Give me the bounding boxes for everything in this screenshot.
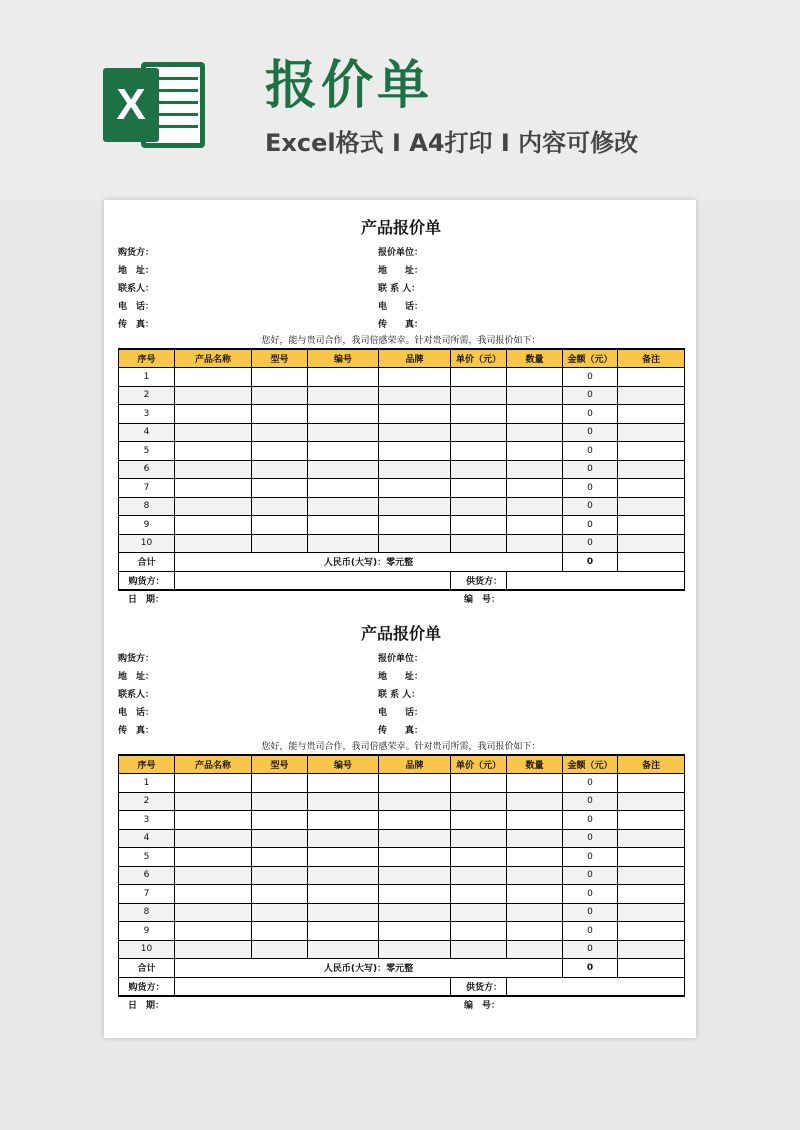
amount-cell: 0	[563, 940, 618, 959]
number-label: 编 号：	[464, 594, 501, 605]
code-cell[interactable]	[308, 534, 379, 553]
row-number-cell: 3	[119, 405, 175, 424]
remark-cell[interactable]	[618, 423, 685, 442]
code-cell[interactable]	[308, 922, 379, 941]
unit-price-cell[interactable]	[451, 423, 507, 442]
model-cell[interactable]	[252, 442, 308, 461]
product-name-cell[interactable]	[175, 423, 252, 442]
table-header-row	[119, 349, 685, 368]
code-cell[interactable]	[308, 940, 379, 959]
remark-cell[interactable]	[618, 386, 685, 405]
table-row	[119, 885, 685, 904]
fax-label: 传 真：	[118, 726, 155, 736]
unit-price-cell[interactable]	[451, 368, 507, 387]
model-cell[interactable]	[252, 922, 308, 941]
amount-cell: 0	[563, 848, 618, 867]
fax-label-right: 传 真：	[378, 320, 424, 330]
row-number-cell: 4	[119, 423, 175, 442]
product-name-cell[interactable]	[175, 386, 252, 405]
col-header: 数量	[507, 349, 563, 368]
contact-label-right: 联 系 人：	[378, 284, 421, 294]
row-number-cell: 9	[119, 922, 175, 941]
total-amount: 0	[563, 959, 618, 978]
code-cell[interactable]	[308, 460, 379, 479]
quantity-cell[interactable]	[507, 460, 563, 479]
unit-price-cell[interactable]	[451, 811, 507, 830]
amount-cell: 0	[563, 792, 618, 811]
fax-label-right: 传 真：	[378, 726, 424, 736]
model-cell[interactable]	[252, 885, 308, 904]
amount-cell: 0	[563, 423, 618, 442]
phone-label: 电 话：	[118, 708, 155, 718]
unit-price-cell[interactable]	[451, 460, 507, 479]
phone-label: 电 话：	[118, 302, 155, 312]
row-number-cell: 4	[119, 829, 175, 848]
row-number-cell: 2	[119, 386, 175, 405]
total-amount: 0	[563, 553, 618, 572]
address-label: 地 址：	[118, 672, 155, 682]
banner	[0, 0, 800, 200]
unit-price-cell[interactable]	[451, 848, 507, 867]
col-header: 编号	[308, 755, 379, 774]
amount-cell: 0	[563, 811, 618, 830]
number-label: 编 号：	[464, 1000, 501, 1011]
table-header-row	[119, 755, 685, 774]
buyer-label: 购货方：	[118, 248, 155, 258]
brand-cell[interactable]	[379, 774, 451, 793]
brand-cell[interactable]	[379, 829, 451, 848]
col-header: 型号	[252, 349, 308, 368]
quantity-cell[interactable]	[507, 829, 563, 848]
col-header: 备注	[618, 755, 685, 774]
address-label: 地 址：	[118, 266, 155, 276]
product-name-cell[interactable]	[175, 885, 252, 904]
quantity-cell[interactable]	[507, 848, 563, 867]
remark-cell[interactable]	[618, 903, 685, 922]
model-cell[interactable]	[252, 940, 308, 959]
model-cell[interactable]	[252, 405, 308, 424]
amount-cell: 0	[563, 460, 618, 479]
quantity-cell[interactable]	[507, 368, 563, 387]
unit-price-cell[interactable]	[451, 792, 507, 811]
brand-cell[interactable]	[379, 792, 451, 811]
code-cell[interactable]	[308, 516, 379, 535]
greeting-text: 您好，能与贵司合作，我司倍感荣幸。针对贵司所需，我司报价如下：	[261, 336, 541, 346]
contact-label: 联系人：	[118, 690, 155, 700]
banner-title: 报价单	[265, 56, 434, 116]
total-row	[119, 553, 685, 572]
remark-cell[interactable]	[618, 848, 685, 867]
contact-label: 联系人：	[118, 284, 155, 294]
brand-cell[interactable]	[379, 479, 451, 498]
form-footer	[118, 591, 684, 605]
row-number-cell: 7	[119, 885, 175, 904]
product-name-cell[interactable]	[175, 940, 252, 959]
form-title: 产品报价单	[360, 624, 441, 643]
amount-cell: 0	[563, 497, 618, 516]
row-number-cell: 10	[119, 534, 175, 553]
code-cell[interactable]	[308, 811, 379, 830]
total-label: 合计	[119, 553, 175, 572]
buyer-label: 购货方：	[118, 654, 155, 664]
unit-price-cell[interactable]	[451, 866, 507, 885]
code-cell[interactable]	[308, 885, 379, 904]
table-row	[119, 442, 685, 461]
buyer-sign-field[interactable]	[175, 571, 451, 590]
code-cell[interactable]	[308, 368, 379, 387]
quantity-cell[interactable]	[507, 774, 563, 793]
table-row	[119, 903, 685, 922]
fax-label: 传 真：	[118, 320, 155, 330]
model-cell[interactable]	[252, 460, 308, 479]
contact-info	[118, 650, 684, 740]
brand-cell[interactable]	[379, 940, 451, 959]
col-header: 数量	[507, 755, 563, 774]
brand-cell[interactable]	[379, 922, 451, 941]
amount-cell: 0	[563, 885, 618, 904]
row-number-cell: 5	[119, 442, 175, 461]
address-label-right: 地 址：	[378, 266, 424, 276]
remark-cell[interactable]	[618, 442, 685, 461]
unit-price-cell[interactable]	[451, 903, 507, 922]
col-header: 备注	[618, 349, 685, 368]
buyer-sign-field[interactable]	[175, 977, 451, 996]
unit-price-cell[interactable]	[451, 922, 507, 941]
unit-price-cell[interactable]	[451, 386, 507, 405]
row-number-cell: 10	[119, 940, 175, 959]
brand-cell[interactable]	[379, 386, 451, 405]
model-cell[interactable]	[252, 811, 308, 830]
brand-cell[interactable]	[379, 516, 451, 535]
quantity-cell[interactable]	[507, 442, 563, 461]
total-remark-cell	[618, 959, 685, 978]
product-name-cell[interactable]	[175, 866, 252, 885]
brand-cell[interactable]	[379, 903, 451, 922]
table-body	[119, 774, 685, 996]
product-name-cell[interactable]	[175, 792, 252, 811]
remark-cell[interactable]	[618, 368, 685, 387]
amount-cell: 0	[563, 516, 618, 535]
contact-info	[118, 244, 684, 334]
col-header: 编号	[308, 349, 379, 368]
row-number-cell: 5	[119, 848, 175, 867]
model-cell[interactable]	[252, 423, 308, 442]
product-name-cell[interactable]	[175, 460, 252, 479]
row-number-cell: 7	[119, 479, 175, 498]
col-header: 金额（元）	[563, 755, 618, 774]
product-name-cell[interactable]	[175, 903, 252, 922]
quantity-cell[interactable]	[507, 386, 563, 405]
code-cell[interactable]	[308, 442, 379, 461]
total-row	[119, 959, 685, 978]
model-cell[interactable]	[252, 386, 308, 405]
remark-cell[interactable]	[618, 829, 685, 848]
code-cell[interactable]	[308, 866, 379, 885]
quantity-cell[interactable]	[507, 792, 563, 811]
table-row	[119, 774, 685, 793]
col-header: 产品名称	[175, 349, 252, 368]
code-cell[interactable]	[308, 774, 379, 793]
code-cell[interactable]	[308, 792, 379, 811]
amount-cell: 0	[563, 774, 618, 793]
phone-label-right: 电 话：	[378, 302, 424, 312]
excel-letter: X	[103, 68, 159, 142]
table-row	[119, 534, 685, 553]
row-number-cell: 8	[119, 497, 175, 516]
date-label: 日 期：	[128, 594, 165, 605]
remark-cell[interactable]	[618, 497, 685, 516]
product-name-cell[interactable]	[175, 497, 252, 516]
col-header: 金额（元）	[563, 349, 618, 368]
table-row	[119, 460, 685, 479]
code-cell[interactable]	[308, 903, 379, 922]
brand-cell[interactable]	[379, 423, 451, 442]
model-cell[interactable]	[252, 848, 308, 867]
row-number-cell: 6	[119, 866, 175, 885]
quantity-cell[interactable]	[507, 479, 563, 498]
buyer-sign-label: 购货方：	[119, 571, 175, 590]
unit-price-cell[interactable]	[451, 940, 507, 959]
col-header: 序号	[119, 755, 175, 774]
form-footer	[118, 997, 684, 1011]
table-row	[119, 866, 685, 885]
table-row	[119, 940, 685, 959]
product-name-cell[interactable]	[175, 829, 252, 848]
remark-cell[interactable]	[618, 460, 685, 479]
product-name-cell[interactable]	[175, 534, 252, 553]
amount-cell: 0	[563, 922, 618, 941]
supplier-sign-field[interactable]	[507, 977, 685, 996]
product-name-cell[interactable]	[175, 774, 252, 793]
model-cell[interactable]	[252, 368, 308, 387]
remark-cell[interactable]	[618, 885, 685, 904]
amount-cell: 0	[563, 479, 618, 498]
code-cell[interactable]	[308, 848, 379, 867]
remark-cell[interactable]	[618, 405, 685, 424]
product-name-cell[interactable]	[175, 922, 252, 941]
col-header: 型号	[252, 755, 308, 774]
brand-cell[interactable]	[379, 811, 451, 830]
quantity-cell[interactable]	[507, 423, 563, 442]
unit-price-cell[interactable]	[451, 479, 507, 498]
quantity-cell[interactable]	[507, 885, 563, 904]
model-cell[interactable]	[252, 903, 308, 922]
brand-cell[interactable]	[379, 848, 451, 867]
product-name-cell[interactable]	[175, 368, 252, 387]
unit-price-cell[interactable]	[451, 497, 507, 516]
table-row	[119, 479, 685, 498]
quantity-cell[interactable]	[507, 866, 563, 885]
unit-price-cell[interactable]	[451, 516, 507, 535]
table-row	[119, 405, 685, 424]
table-row	[119, 368, 685, 387]
total-remark-cell	[618, 553, 685, 572]
remark-cell[interactable]	[618, 774, 685, 793]
unit-price-cell[interactable]	[451, 534, 507, 553]
brand-cell[interactable]	[379, 497, 451, 516]
quantity-cell[interactable]	[507, 922, 563, 941]
col-header: 品牌	[379, 755, 451, 774]
model-cell[interactable]	[252, 866, 308, 885]
brand-cell[interactable]	[379, 405, 451, 424]
quote-form-1	[118, 218, 684, 605]
form-title: 产品报价单	[360, 218, 441, 237]
code-cell[interactable]	[308, 423, 379, 442]
model-cell[interactable]	[252, 497, 308, 516]
brand-cell[interactable]	[379, 460, 451, 479]
quantity-cell[interactable]	[507, 405, 563, 424]
brand-cell[interactable]	[379, 534, 451, 553]
row-number-cell: 2	[119, 792, 175, 811]
product-name-cell[interactable]	[175, 442, 252, 461]
unit-price-cell[interactable]	[451, 774, 507, 793]
unit-price-cell[interactable]	[451, 829, 507, 848]
amount-cell: 0	[563, 903, 618, 922]
product-name-cell[interactable]	[175, 405, 252, 424]
quantity-cell[interactable]	[507, 940, 563, 959]
quantity-cell[interactable]	[507, 534, 563, 553]
signature-row	[119, 571, 685, 590]
code-cell[interactable]	[308, 405, 379, 424]
supplier-sign-label: 供货方：	[451, 571, 507, 590]
product-name-cell[interactable]	[175, 479, 252, 498]
unit-price-cell[interactable]	[451, 405, 507, 424]
code-cell[interactable]	[308, 386, 379, 405]
quantity-cell[interactable]	[507, 903, 563, 922]
col-header: 品牌	[379, 349, 451, 368]
quote-table	[118, 348, 685, 591]
quoter-label: 报价单位：	[378, 248, 424, 258]
excel-icon	[103, 62, 205, 148]
remark-cell[interactable]	[618, 516, 685, 535]
col-header: 序号	[119, 349, 175, 368]
quoter-label: 报价单位：	[378, 654, 424, 664]
table-row	[119, 792, 685, 811]
buyer-sign-label: 购货方：	[119, 977, 175, 996]
remark-cell[interactable]	[618, 940, 685, 959]
amount-cell: 0	[563, 829, 618, 848]
signature-row	[119, 977, 685, 996]
table-row	[119, 423, 685, 442]
quantity-cell[interactable]	[507, 497, 563, 516]
table-row	[119, 922, 685, 941]
remark-cell[interactable]	[618, 479, 685, 498]
col-header: 产品名称	[175, 755, 252, 774]
unit-price-cell[interactable]	[451, 885, 507, 904]
remark-cell[interactable]	[618, 866, 685, 885]
code-cell[interactable]	[308, 479, 379, 498]
phone-label-right: 电 话：	[378, 708, 424, 718]
amount-cell: 0	[563, 866, 618, 885]
model-cell[interactable]	[252, 829, 308, 848]
quantity-cell[interactable]	[507, 811, 563, 830]
code-cell[interactable]	[308, 829, 379, 848]
model-cell[interactable]	[252, 479, 308, 498]
remark-cell[interactable]	[618, 534, 685, 553]
address-label-right: 地 址：	[378, 672, 424, 682]
model-cell[interactable]	[252, 774, 308, 793]
row-number-cell: 1	[119, 368, 175, 387]
greeting-text: 您好，能与贵司合作，我司倍感荣幸。针对贵司所需，我司报价如下：	[261, 742, 541, 752]
quote-form-2	[118, 624, 684, 1011]
remark-cell[interactable]	[618, 811, 685, 830]
product-name-cell[interactable]	[175, 811, 252, 830]
model-cell[interactable]	[252, 534, 308, 553]
total-label: 合计	[119, 959, 175, 978]
table-row	[119, 811, 685, 830]
row-number-cell: 3	[119, 811, 175, 830]
row-number-cell: 9	[119, 516, 175, 535]
row-number-cell: 1	[119, 774, 175, 793]
col-header: 单价（元）	[451, 755, 507, 774]
model-cell[interactable]	[252, 792, 308, 811]
supplier-sign-label: 供货方：	[451, 977, 507, 996]
row-number-cell: 6	[119, 460, 175, 479]
supplier-sign-field[interactable]	[507, 571, 685, 590]
table-body	[119, 368, 685, 590]
table-row	[119, 848, 685, 867]
model-cell[interactable]	[252, 516, 308, 535]
amount-cell: 0	[563, 405, 618, 424]
contact-label-right: 联 系 人：	[378, 690, 421, 700]
row-number-cell: 8	[119, 903, 175, 922]
remark-cell[interactable]	[618, 922, 685, 941]
product-name-cell[interactable]	[175, 848, 252, 867]
product-name-cell[interactable]	[175, 516, 252, 535]
table-row	[119, 497, 685, 516]
date-label: 日 期：	[128, 1000, 165, 1011]
brand-cell[interactable]	[379, 368, 451, 387]
unit-price-cell[interactable]	[451, 442, 507, 461]
quote-table	[118, 754, 685, 997]
amount-cell: 0	[563, 534, 618, 553]
amount-cell: 0	[563, 386, 618, 405]
table-row	[119, 386, 685, 405]
amount-cell: 0	[563, 368, 618, 387]
brand-cell[interactable]	[379, 866, 451, 885]
brand-cell[interactable]	[379, 885, 451, 904]
document-page	[104, 200, 696, 1038]
remark-cell[interactable]	[618, 792, 685, 811]
total-in-words: 人民币(大写)：零元整	[175, 959, 563, 978]
col-header: 单价（元）	[451, 349, 507, 368]
code-cell[interactable]	[308, 497, 379, 516]
amount-cell: 0	[563, 442, 618, 461]
brand-cell[interactable]	[379, 442, 451, 461]
table-row	[119, 829, 685, 848]
total-in-words: 人民币(大写)：零元整	[175, 553, 563, 572]
quantity-cell[interactable]	[507, 516, 563, 535]
table-row	[119, 516, 685, 535]
banner-subtitle: Excel格式 I A4打印 I 内容可修改	[265, 129, 639, 157]
